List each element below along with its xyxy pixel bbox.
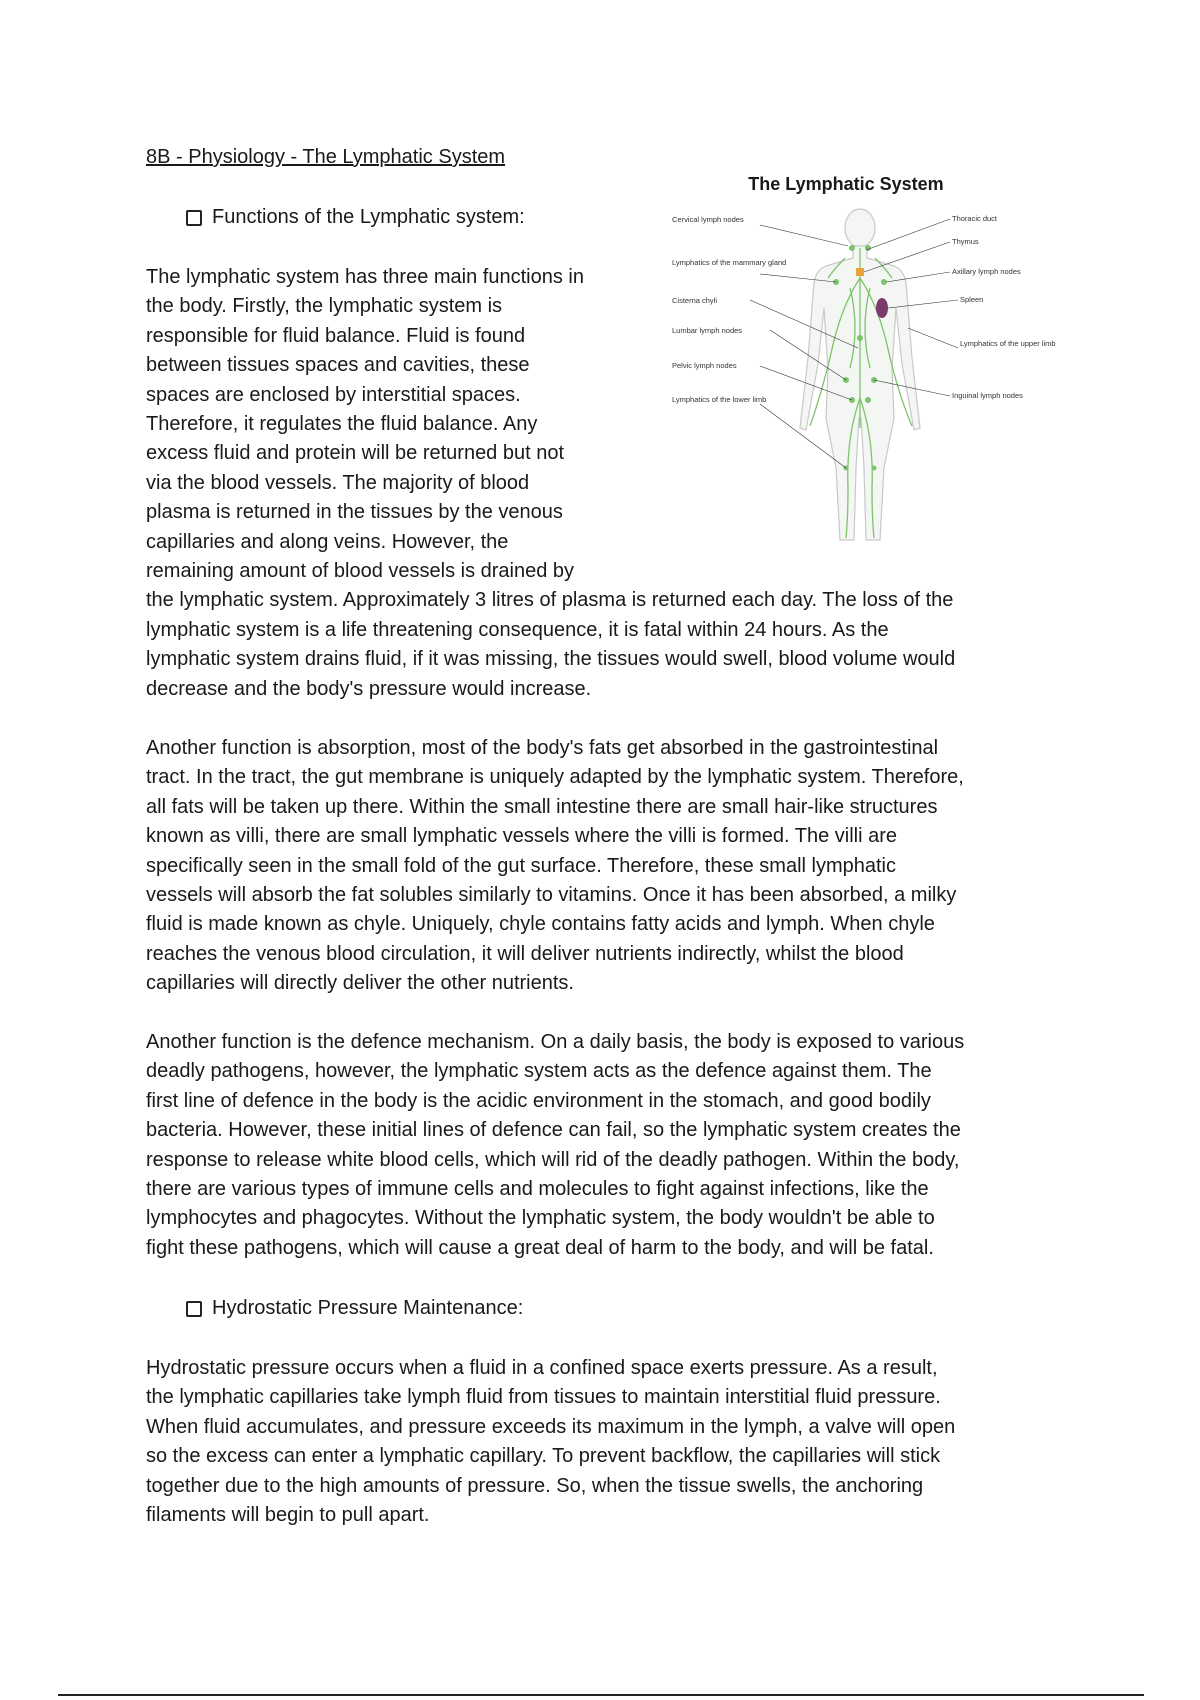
label-cisterna-chyli: Cisterna chyli [672, 296, 718, 305]
section-heading-label: Functions of the Lymphatic system: [212, 206, 525, 228]
text-line: response to release white blood cells, which will rid of the deadly pathogen. Within the body, [146, 1148, 960, 1171]
text-line: the lymphatic capillaries take lymph fluid from tissues to maintain interstitial fluid pressure. [146, 1386, 941, 1409]
text-line: decrease and the body's pressure would increase. [146, 677, 592, 700]
text-line: fluid is made known as chyle. Uniquely, chyle contains fatty acids and lymph. When chyle [146, 913, 935, 936]
text-line: deadly pathogens, however, the lymphatic system acts as the defence against them. The [146, 1060, 932, 1083]
text-line: lymphatic system is a life threatening consequence, it is fatal within 24 hours. As the [146, 618, 889, 641]
text-line: Therefore, it regulates the fluid balance. Any [146, 413, 538, 436]
text-line: all fats will be taken up there. Within the small intestine there are small hair-like structures [146, 795, 938, 818]
label-spleen: Spleen [960, 295, 984, 304]
text-line: responsible for fluid balance. Fluid is found [146, 324, 526, 347]
footer-rule [58, 1694, 1144, 1696]
spleen-shape [876, 298, 888, 318]
text-line: first line of defence in the body is the acidic environment in the stomach, and good bodily [146, 1089, 931, 1112]
text-line: lymphocytes and phagocytes. Without the lymphatic system, the body wouldn't be able to [146, 1207, 935, 1230]
section-heading-functions [186, 206, 525, 229]
label-cervical-lymph-nodes: Cervical lymph nodes [672, 215, 744, 224]
text-line: capillaries and along veins. However, the [146, 530, 509, 553]
text-line: The lymphatic system has three main functions in [146, 266, 584, 288]
label-thoracic-duct: Thoracic duct [952, 214, 998, 223]
text-line: the lymphatic system. Approximately 3 litres of plasma is returned each day. The loss of the [146, 589, 954, 612]
label-lymphatics-lower-limb: Lymphatics of the lower limb [672, 395, 767, 404]
text-line: specifically seen in the small fold of the gut surface. Therefore, these small lymphatic [146, 854, 896, 877]
label-inguinal-lymph-nodes: Inguinal lymph nodes [952, 391, 1023, 400]
text-line: via the blood vessels. The majority of blood [146, 471, 530, 494]
lymphatic-diagram [660, 168, 1060, 548]
text-line: the body. Firstly, the lymphatic system is [146, 295, 503, 318]
paragraph-defence [146, 1028, 964, 1263]
thymus-shape [856, 268, 864, 276]
checkbox-icon[interactable] [186, 210, 202, 226]
text-line: fight these pathogens, which will cause a great deal of harm to the body, and will be fatal. [146, 1236, 934, 1259]
paragraph-absorption [146, 734, 964, 999]
page-title: 8B - Physiology - The Lymphatic System [146, 146, 506, 168]
label-lymphatics-mammary-gland: Lymphatics of the mammary gland [672, 258, 787, 267]
text-line: excess fluid and protein will be returned but not [146, 442, 565, 465]
lymphatic-system-figure [660, 168, 1060, 548]
label-axillary-lymph-nodes: Axillary lymph nodes [952, 267, 1021, 276]
label-thymus: Thymus [952, 237, 979, 246]
label-pelvic-lymph-nodes: Pelvic lymph nodes [672, 361, 737, 370]
text-line: there are various types of immune cells and molecules to fight against infections, like the [146, 1178, 929, 1201]
paragraph-hydrostatic [146, 1354, 955, 1530]
text-line: reaches the venous blood circulation, it will deliver nutrients indirectly, whilst the blood [146, 942, 904, 965]
text-line: tract. In the tract, the gut membrane is uniquely adapted by the lymphatic system. Therefore, [146, 766, 964, 789]
text-line: known as villi, there are small lymphatic vessels where the villi is formed. The villi are [146, 825, 898, 848]
text-line: together due to the high amounts of pressure. So, when the tissue swells, the anchoring [146, 1474, 924, 1497]
text-line: lymphatic system drains fluid, if it was missing, the tissues would swell, blood volume would [146, 648, 956, 671]
section-heading-hydrostatic [186, 1297, 523, 1320]
figure-title: The Lymphatic System [748, 174, 944, 194]
text-line: When fluid accumulates, and pressure exceeds its maximum in the lymph, a valve will open [146, 1415, 956, 1438]
text-line: bacteria. However, these initial lines of defence can fail, so the lymphatic system creates the [146, 1119, 961, 1142]
label-lymphatics-upper-limb: Lymphatics of the upper limb [960, 339, 1056, 348]
text-line: so the excess can enter a lymphatic capillary. To prevent backflow, the capillaries will stick [146, 1445, 941, 1468]
label-lumbar-lymph-nodes: Lumbar lymph nodes [672, 326, 743, 335]
section-heading-label: Hydrostatic Pressure Maintenance: [212, 1297, 524, 1319]
text-line: filaments will begin to pull apart. [146, 1504, 430, 1527]
text-line: capillaries will directly deliver the other nutrients. [146, 972, 574, 995]
text-line: spaces are enclosed by interstitial spaces. [146, 383, 521, 406]
text-line: between tissues spaces and cavities, these [146, 354, 530, 377]
checkbox-icon[interactable] [186, 1301, 202, 1317]
text-line: vessels will absorb the fat solubles similarly to vitamins. Once it has been absorbed, a milky [146, 884, 957, 907]
text-line: Hydrostatic pressure occurs when a fluid in a confined space exerts pressure. As a result, [146, 1357, 938, 1379]
text-line: Another function is the defence mechanism. On a daily basis, the body is exposed to various [146, 1031, 965, 1053]
text-line: Another function is absorption, most of the body's fats get absorbed in the gastrointestinal [146, 737, 939, 759]
text-line: remaining amount of blood vessels is drained by [146, 560, 575, 583]
text-line: plasma is returned in the tissues by the venous [146, 501, 563, 524]
